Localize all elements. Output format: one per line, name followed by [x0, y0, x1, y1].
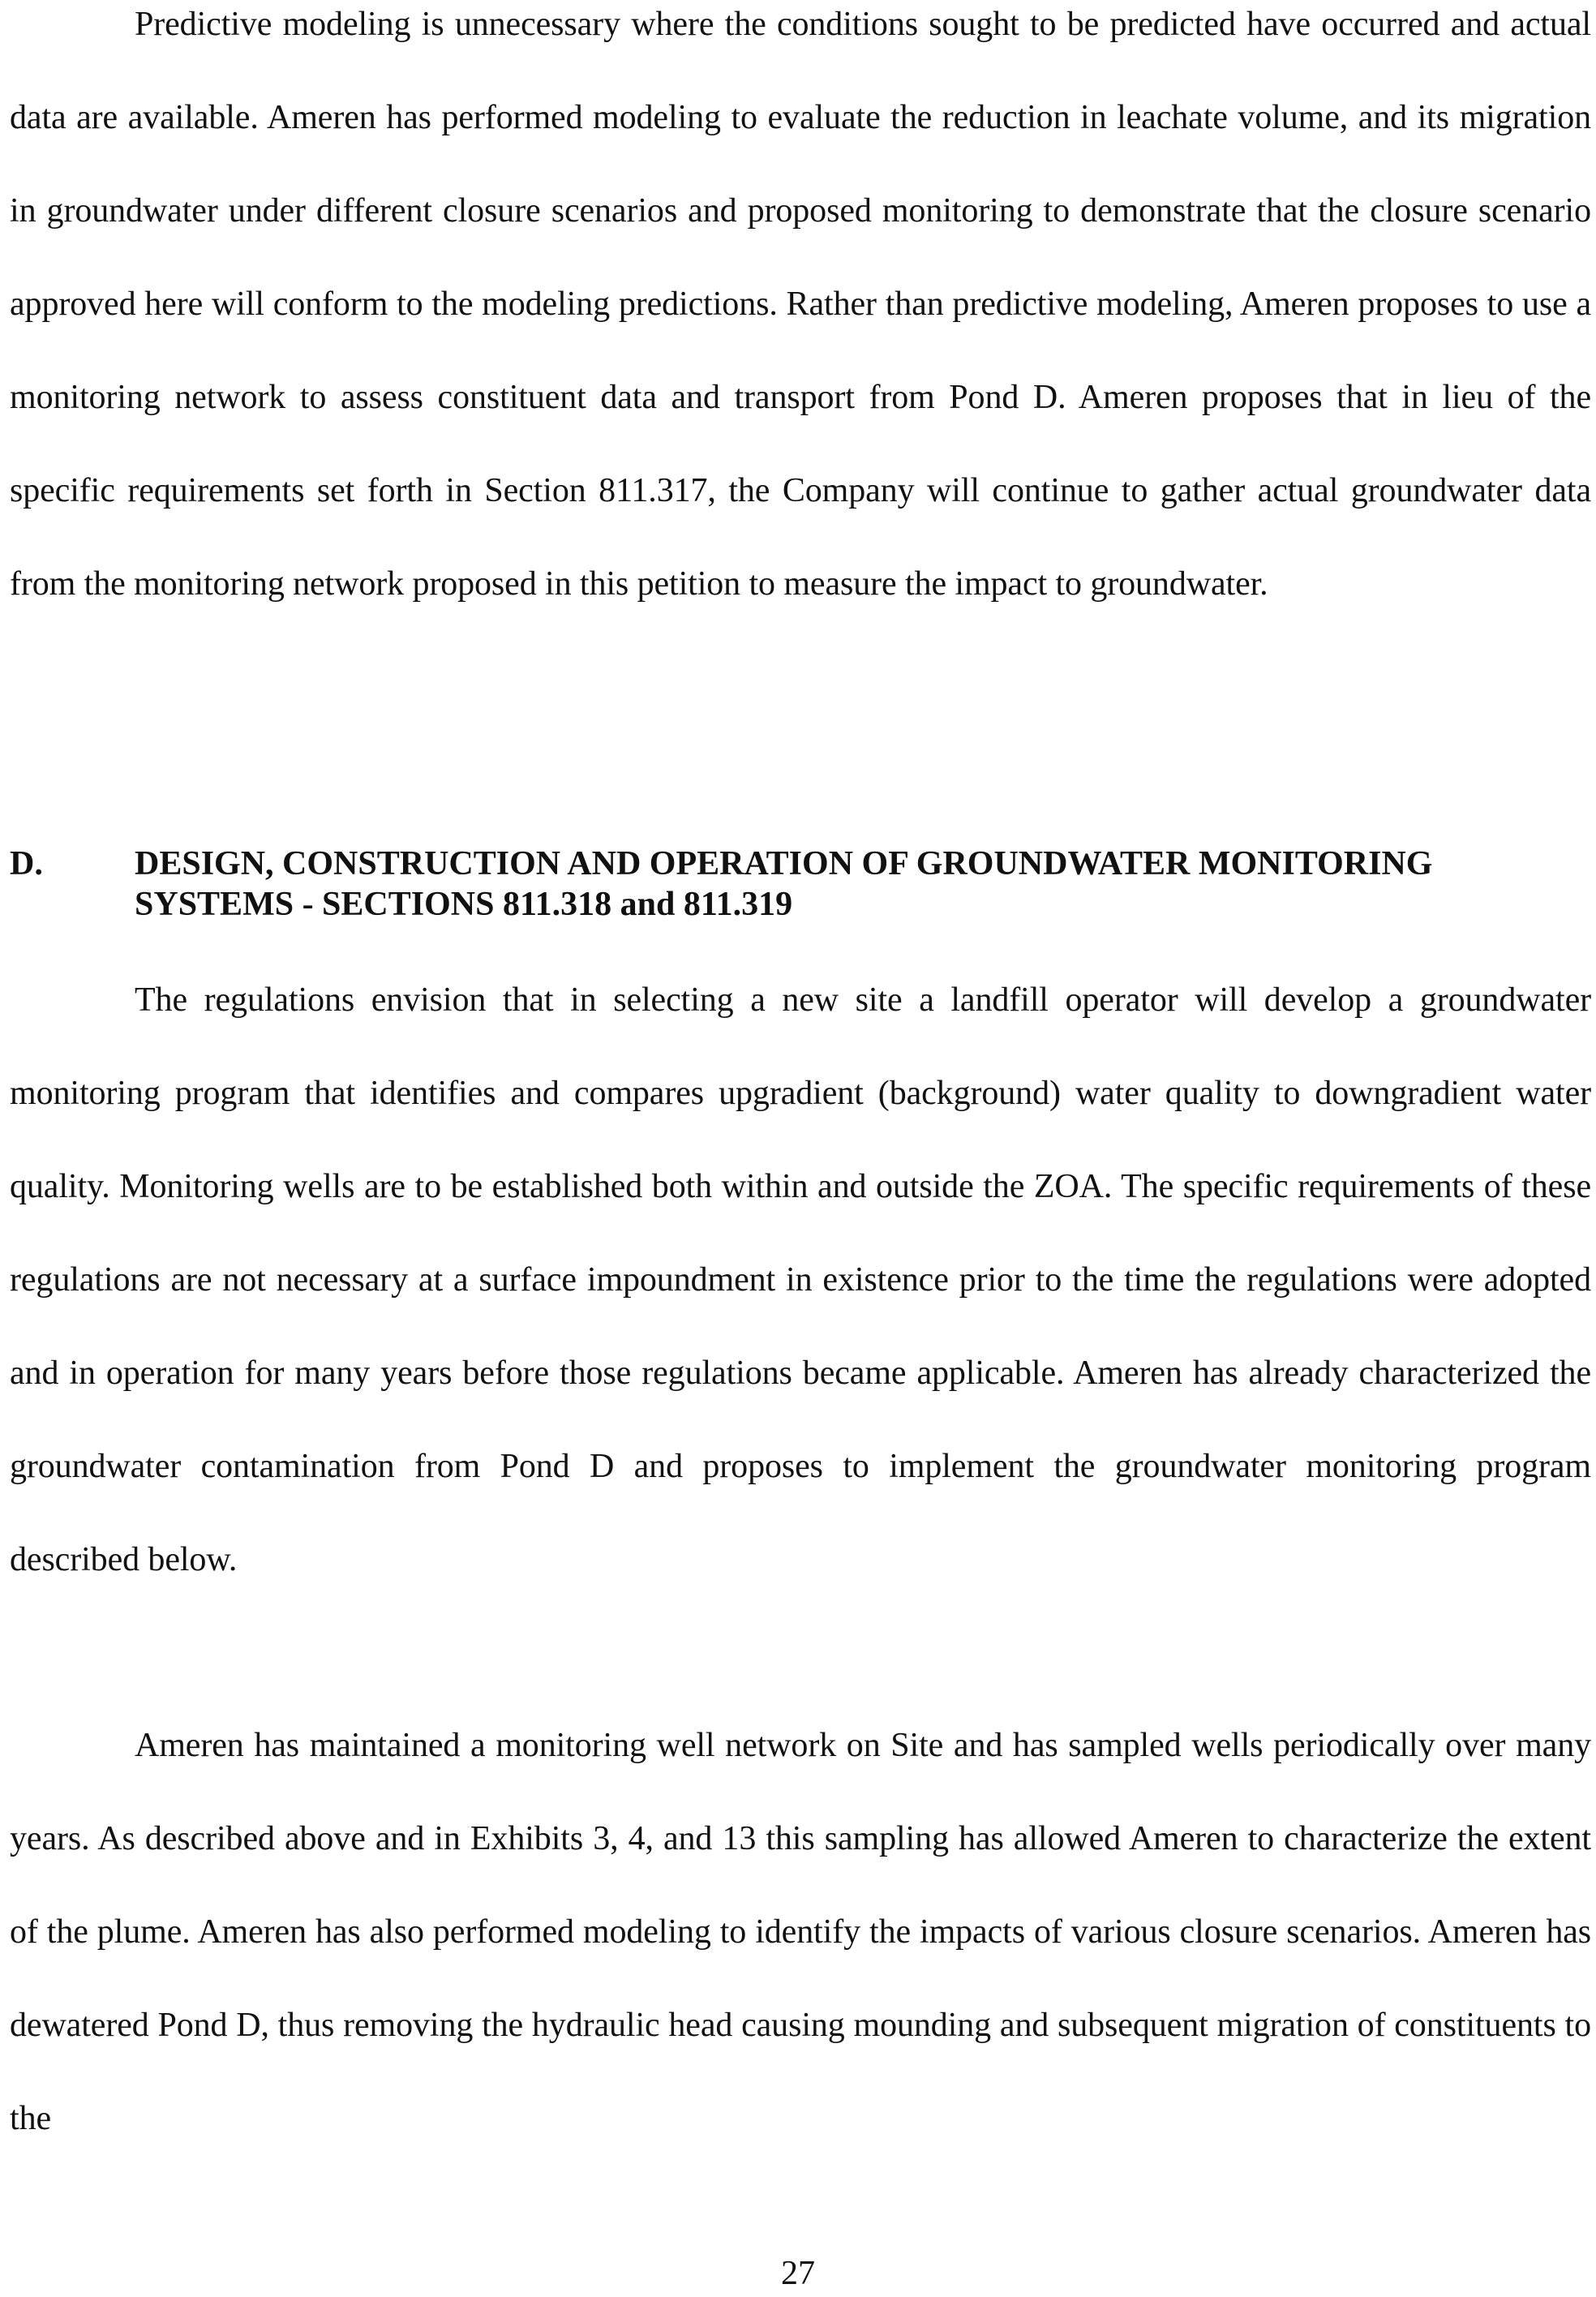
- paragraph-predictive-modeling: Predictive modeling is unnecessary where the conditions sought to be predicted have occurred and actual data are available. Ameren has performed modeling to evaluate the reduction in leachate volume, and its migration in groundwater under different closure scenarios and proposed monitoring to demonstrate that the closure scenario approved here will conform to the modeling predictions. Rather than predictive modeling, Ameren proposes to use a monitoring network to assess constituent data and transport from Pond D. Ameren proposes that in lieu of the specific requirements set forth in Section 811.317, the Company will continue to gather actual groundwater data from the monitoring network proposed in this petition to measure the impact to groundwater.: [10, 6, 1591, 603]
- section-heading-title: DESIGN, CONSTRUCTION AND OPERATION OF GROUNDWATER MONITORING SYSTEMS - SECTIONS 811.318 and 811.319: [135, 845, 1433, 923]
- paragraph-monitoring-network: Ameren has maintained a monitoring well network on Site and has sampled wells periodically over many years. As described above and in Exhibits 3, 4, and 13 this sampling has allowed Ameren to characterize the extent of the plume. Ameren has also performed modeling to identify the impacts of various closure scenarios. Ameren has dewatered Pond D, thus removing the hydraulic head causing mounding and subsequent migration of constituents to the: [10, 1727, 1591, 2137]
- paragraph-regulations-envision: The regulations envision that in selecting a new site a landfill operator will develop a groundwater monitoring program that identifies and compares upgradient (background) water quality to downgradient water quality. Monitoring wells are to be established both within and outside the ZOA. The specific requirements of these regulations are not necessary at a surface impoundment in existence prior to the time the regulations were adopted and in operation for many years before those regulations became applicable. Ameren has already characterized the groundwater contamination from Pond D and proposes to implement the groundwater monitoring program described below.: [10, 981, 1591, 1578]
- section-heading-d: [10, 844, 1583, 933]
- page-number: 27: [781, 2255, 815, 2292]
- section-heading-letter: D.: [10, 845, 43, 882]
